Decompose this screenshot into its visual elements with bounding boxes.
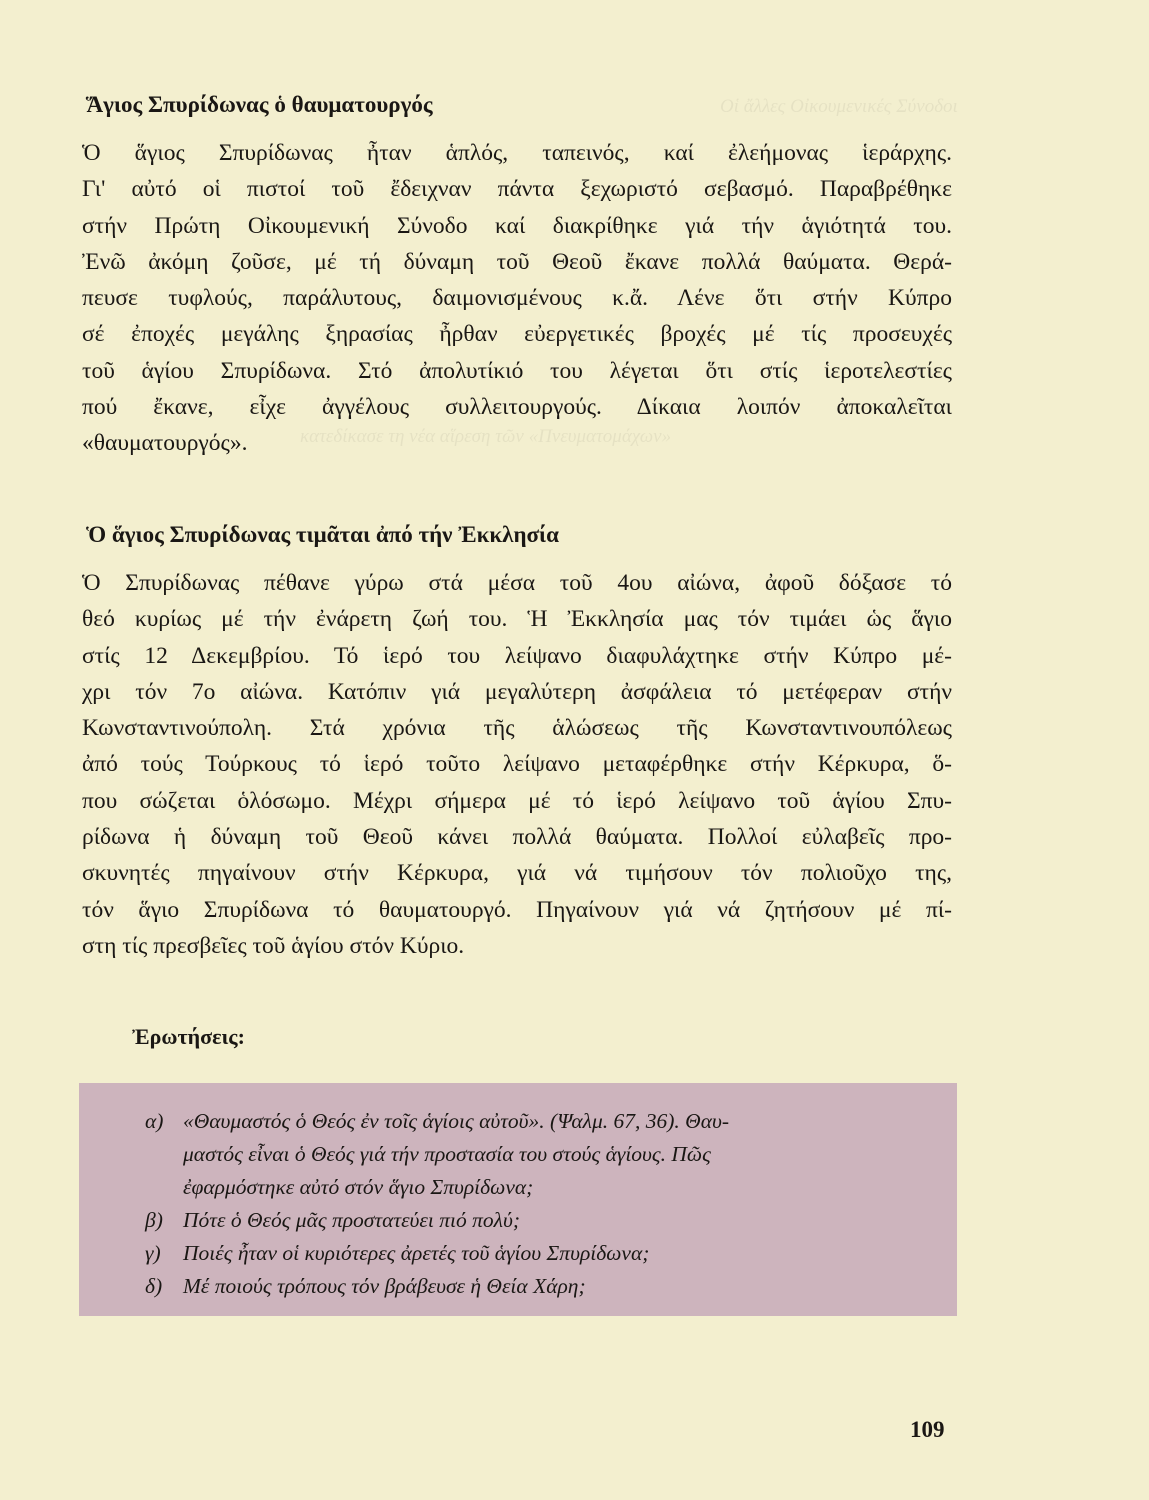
question-text-line: ἐφαρμόστηκε αὐτό στόν ἅγιο Σπυρίδωνα; <box>183 1175 534 1199</box>
text-line: τοῦ ἁγίου Σπυρίδωνα. Στό ἀπολυτίκιό του λέγεται ὅτι στίς ἱεροτελεστίες <box>82 357 952 384</box>
text-line: σκυνητές πηγαίνουν στήν Κέρκυρα, γιά νά τιμήσουν τόν πολιοῦχο της, <box>82 860 952 887</box>
text-line: τόν ἅγιο Σπυρίδωνα τό θαυματουργό. Πηγαίνουν γιά νά ζητήσουν μέ πί- <box>82 896 952 923</box>
text-line: «θαυματουργός». <box>82 430 248 457</box>
text-line: στήν Πρώτη Οἰκουμενική Σύνοδο καί διακρίθηκε γιά τήν ἁγιότητά του. <box>82 212 952 239</box>
question-text-line: «Θαυμαστός ὁ Θεός ἐν τοῖς ἁγίοις αὐτοῦ». (Ψαλμ. 67, 36). Θαυ- <box>183 1109 730 1133</box>
question-label: β) <box>145 1208 163 1232</box>
paragraph-saint-spyridon <box>82 135 952 462</box>
question-item <box>145 1105 925 1204</box>
show-through-text: Οἱ ἄλλες Οἰκουμενικές Σύνοδοι <box>720 96 958 117</box>
text-line: Ἐνῶ ἀκόμη ζοῦσε, μέ τή δύναμη τοῦ Θεοῦ ἔκανε πολλά θαύματα. Θερά- <box>82 248 952 275</box>
section-heading-saint-spyridon: Ἅγιος Σπυρίδωνας ὁ θαυματουργός <box>86 92 433 117</box>
text-line: θεό κυρίως μέ τήν ἐνάρετη ζωή του. Ἡ Ἐκκλησία μας τόν τιμάει ὡς ἅγιο <box>82 606 952 633</box>
text-line: ἀπό τούς Τούρκους τό ἱερό τοῦτο λείψανο μεταφέρθηκε στήν Κέρκυρα, ὅ- <box>82 751 952 778</box>
text-line: στη τίς πρεσβεῖες τοῦ ἁγίου στόν Κύριο. <box>82 932 465 959</box>
text-line: χρι τόν 7ο αἰώνα. Κατόπιν γιά μεγαλύτερη ἀσφάλεια τό μετέφεραν στήν <box>82 678 952 705</box>
question-text-line: Πότε ὁ Θεός μᾶς προστατεύει πιό πολύ; <box>183 1208 520 1232</box>
question-item <box>145 1204 925 1237</box>
text-line: σέ ἐποχές μεγάλης ξηρασίας ἦρθαν εὐεργετικές βροχές μέ τίς προσευχές <box>82 321 952 348</box>
question-label: δ) <box>145 1274 163 1298</box>
page-number: 109 <box>910 1417 945 1442</box>
question-label: γ) <box>145 1241 161 1265</box>
text-line: Ὁ ἅγιος Σπυρίδωνας ἦταν ἁπλός, ταπεινός, καί ἐλεήμονας ἱεράρχης. <box>82 140 952 166</box>
questions-list <box>145 1105 925 1303</box>
text-line: πού ἔκανε, εἶχε ἀγγέλους συλλειτουργούς. Δίκαια λοιπόν ἀποκαλεῖται <box>82 394 952 421</box>
question-text-line: Ποιές ἦταν οἱ κυριότερες ἀρετές τοῦ ἁγίου Σπυρίδωνα; <box>183 1241 650 1265</box>
text-line: που σώζεται ὁλόσωμο. Μέχρι σήμερα μέ τό ἱερό λείψανο τοῦ ἁγίου Σπυ- <box>82 787 952 814</box>
question-item <box>145 1237 925 1270</box>
questions-box <box>79 1083 957 1316</box>
section-heading-church-honors: Ὁ ἅγιος Σπυρίδωνας τιμᾶται ἀπό τήν Ἐκκλησία <box>86 522 560 547</box>
paragraph-church-honors <box>82 565 952 964</box>
text-line: Γι' αὐτό οἱ πιστοί τοῦ ἔδειχναν πάντα ξεχωριστό σεβασμό. Παραβρέθηκε <box>82 176 952 203</box>
question-text-line: μαστός εἶναι ὁ Θεός γιά τήν προστασία του στούς ἁγίους. Πῶς <box>183 1142 711 1166</box>
text-line: Κωνσταντινούπολη. Στά χρόνια τῆς ἁλώσεως τῆς Κωνσταντινουπόλεως <box>82 715 952 742</box>
question-label: α) <box>145 1109 164 1133</box>
question-text-line: Μέ ποιούς τρόπους τόν βράβευσε ἡ Θεία Χάρη; <box>183 1274 586 1298</box>
text-line: στίς 12 Δεκεμβρίου. Τό ἱερό του λείψανο διαφυλάχτηκε στήν Κύπρο μέ- <box>82 642 952 669</box>
text-line: πευσε τυφλούς, παράλυτους, δαιμονισμένους κ.ἄ. Λένε ὅτι στήν Κύπρο <box>82 285 952 312</box>
text-line: ρίδωνα ἡ δύναμη τοῦ Θεοῦ κάνει πολλά θαύματα. Πολλοί εὐλαβεῖς προ- <box>82 824 952 851</box>
text-line: Ὁ Σπυρίδωνας πέθανε γύρω στά μέσα τοῦ 4ου αἰώνα, ἀφοῦ δόξασε τό <box>82 570 952 596</box>
questions-heading: Ἐρωτήσεις: <box>132 1024 245 1049</box>
show-through-text: κατεδίκασε τη νέα αἵρεση τῶν «Πνευματομάχων» <box>300 426 672 447</box>
question-item <box>145 1270 925 1303</box>
